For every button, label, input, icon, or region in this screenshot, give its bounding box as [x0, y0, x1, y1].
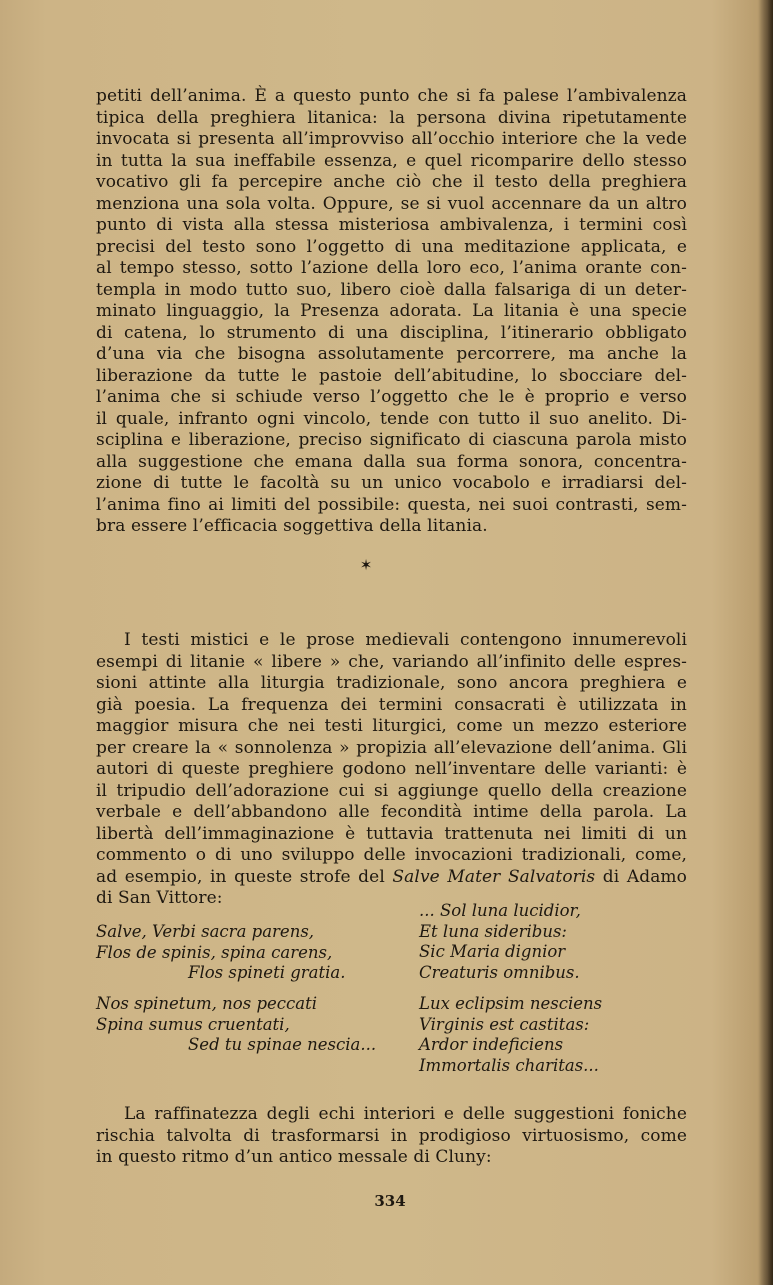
text-line: per creare la « sonnolenza » propizia all’elevazione dell’anima. Gli	[96, 737, 687, 758]
verse-line: Flos de spinis, spina carens,	[96, 942, 333, 962]
text-line: di catena, lo strumento di una disciplina, l’itinerario obbligato	[96, 322, 687, 343]
page-number: 334	[374, 1192, 406, 1210]
verse-line: Sed tu spinae nescia...	[188, 1035, 377, 1054]
verse-line: Creaturis omnibus.	[419, 962, 580, 982]
verse-line: Spina sumus cruentati,	[96, 1014, 290, 1034]
text-line: precisi del testo sono l’oggetto di una meditazione applicata, e	[96, 236, 687, 257]
text-line: vocativo gli fa percepire anche ciò che il testo della preghiera	[96, 172, 687, 192]
verse-line: Ardor indeficiens	[419, 1035, 564, 1054]
text-line: invocata si presenta all’improvviso all’occhio interiore che la vede	[96, 129, 687, 149]
text-line: tipica della preghiera litanica: la persona divina ripetutamente	[96, 107, 687, 128]
paragraph-phonic-virtuosity	[96, 1104, 687, 1169]
verse-line: Lux eclipsim nesciens	[419, 994, 603, 1013]
text-line: autori di queste preghiere godono nell’inventare delle varianti: è	[96, 759, 687, 779]
text-line: alla suggestione che emana dalla sua forma sonora, concentra-	[96, 451, 687, 472]
text-line: sioni attinte alla liturgia tradizionale, sono ancora preghiera e	[96, 673, 687, 693]
text-line: rischia talvolta di trasformarsi in prodigioso virtuosismo, come	[96, 1125, 687, 1146]
paragraph-litany-ambivalence	[96, 86, 687, 538]
text-line: liberazione da tutte le pastoie dell’abitudine, lo sbocciare del-	[96, 365, 687, 386]
text-fragment: di Adamo	[595, 866, 687, 887]
text-line: l’anima che si schiude verso l’oggetto che le è proprio e verso	[96, 387, 687, 407]
text-line: libertà dell’immaginazione è tuttavia trattenuta nei limiti di un	[96, 823, 687, 844]
text-line: petiti dell’anima. È a questo punto che si fa palese l’ambivalenza	[96, 86, 687, 106]
cited-work-title: Salve Mater Salvatoris	[392, 866, 596, 887]
verse-stanza-left-1	[96, 922, 366, 984]
verse-stanza-left-2	[96, 994, 396, 1056]
page-edge-shadow	[759, 0, 773, 1285]
text-line: in questo ritmo d’un antico messale di Cluny:	[96, 1147, 492, 1167]
verse-line: Et luna sideribus:	[419, 921, 567, 941]
verse-stanza-right-1	[419, 901, 629, 983]
text-fragment: ad esempio, in queste strofe del	[96, 866, 385, 887]
text-line: punto di vista alla stessa misteriosa ambivalenza, i termini così	[96, 215, 687, 235]
text-line: di San Vittore:	[96, 888, 223, 908]
text-line: già poesia. La frequenza dei termini consacrati è utilizzata in	[96, 694, 687, 715]
verse-line: Nos spinetum, nos peccati	[96, 994, 318, 1013]
verse-line: Sic Maria dignior	[419, 942, 566, 961]
verse-line: ... Sol luna lucidior,	[419, 901, 581, 920]
section-separator-star: ✶	[359, 556, 373, 574]
verse-line: Salve, Verbi sacra parens,	[96, 922, 315, 941]
text-line: esempi di litanie « libere » che, variando all’infinito delle espres-	[96, 651, 687, 672]
text-line: La raffinatezza degli echi interiori e delle suggestioni foniche	[124, 1104, 687, 1124]
text-line: bra essere l’efficacia soggettiva della litania.	[96, 516, 488, 536]
text-line: I testi mistici e le prose medievali contengono innumerevoli	[124, 630, 687, 650]
verse-line: Virginis est castitas:	[419, 1014, 590, 1034]
text-line: l’anima fino ai limiti del possibile: questa, nei suoi contrasti, sem-	[96, 494, 687, 515]
verse-line: Immortalis charitas...	[419, 1055, 599, 1075]
text-line: menziona una sola volta. Oppure, se si vuol accennare da un altro	[96, 193, 687, 214]
text-line: maggior misura che nei testi liturgici, come un mezzo esteriore	[96, 716, 687, 736]
text-line: d’una via che bisogna assolutamente percorrere, ma anche la	[96, 344, 687, 364]
verse-stanza-right-2	[419, 994, 629, 1076]
text-line: zione di tutte le facoltà su un unico vocabolo e irradiarsi del-	[96, 473, 687, 493]
text-line: commento o di uno sviluppo delle invocazioni tradizionali, come,	[96, 845, 687, 865]
text-line: il quale, infranto ogni vincolo, tende con tutto il suo anelito. Di-	[96, 408, 687, 429]
paragraph-free-litanies	[96, 630, 687, 910]
text-line: templa in modo tutto suo, libero cioè dalla falsariga di un deter-	[96, 279, 687, 300]
text-line: verbale e dell’abbandono alle fecondità intime della parola. La	[96, 802, 687, 822]
text-line: minato linguaggio, la Presenza adorata. La litania è una specie	[96, 301, 687, 321]
text-line: sciplina e liberazione, preciso significato di ciascuna parola misto	[96, 430, 687, 450]
text-line: al tempo stesso, sotto l’azione della loro eco, l’anima orante con-	[96, 258, 687, 278]
verse-line: Flos spineti gratia.	[188, 963, 346, 982]
text-line: il tripudio dell’adorazione cui si aggiunge quello della creazione	[96, 780, 687, 801]
text-line-with-title	[96, 867, 687, 889]
text-line: in tutta la sua ineffabile essenza, e quel ricomparire dello stesso	[96, 150, 687, 171]
